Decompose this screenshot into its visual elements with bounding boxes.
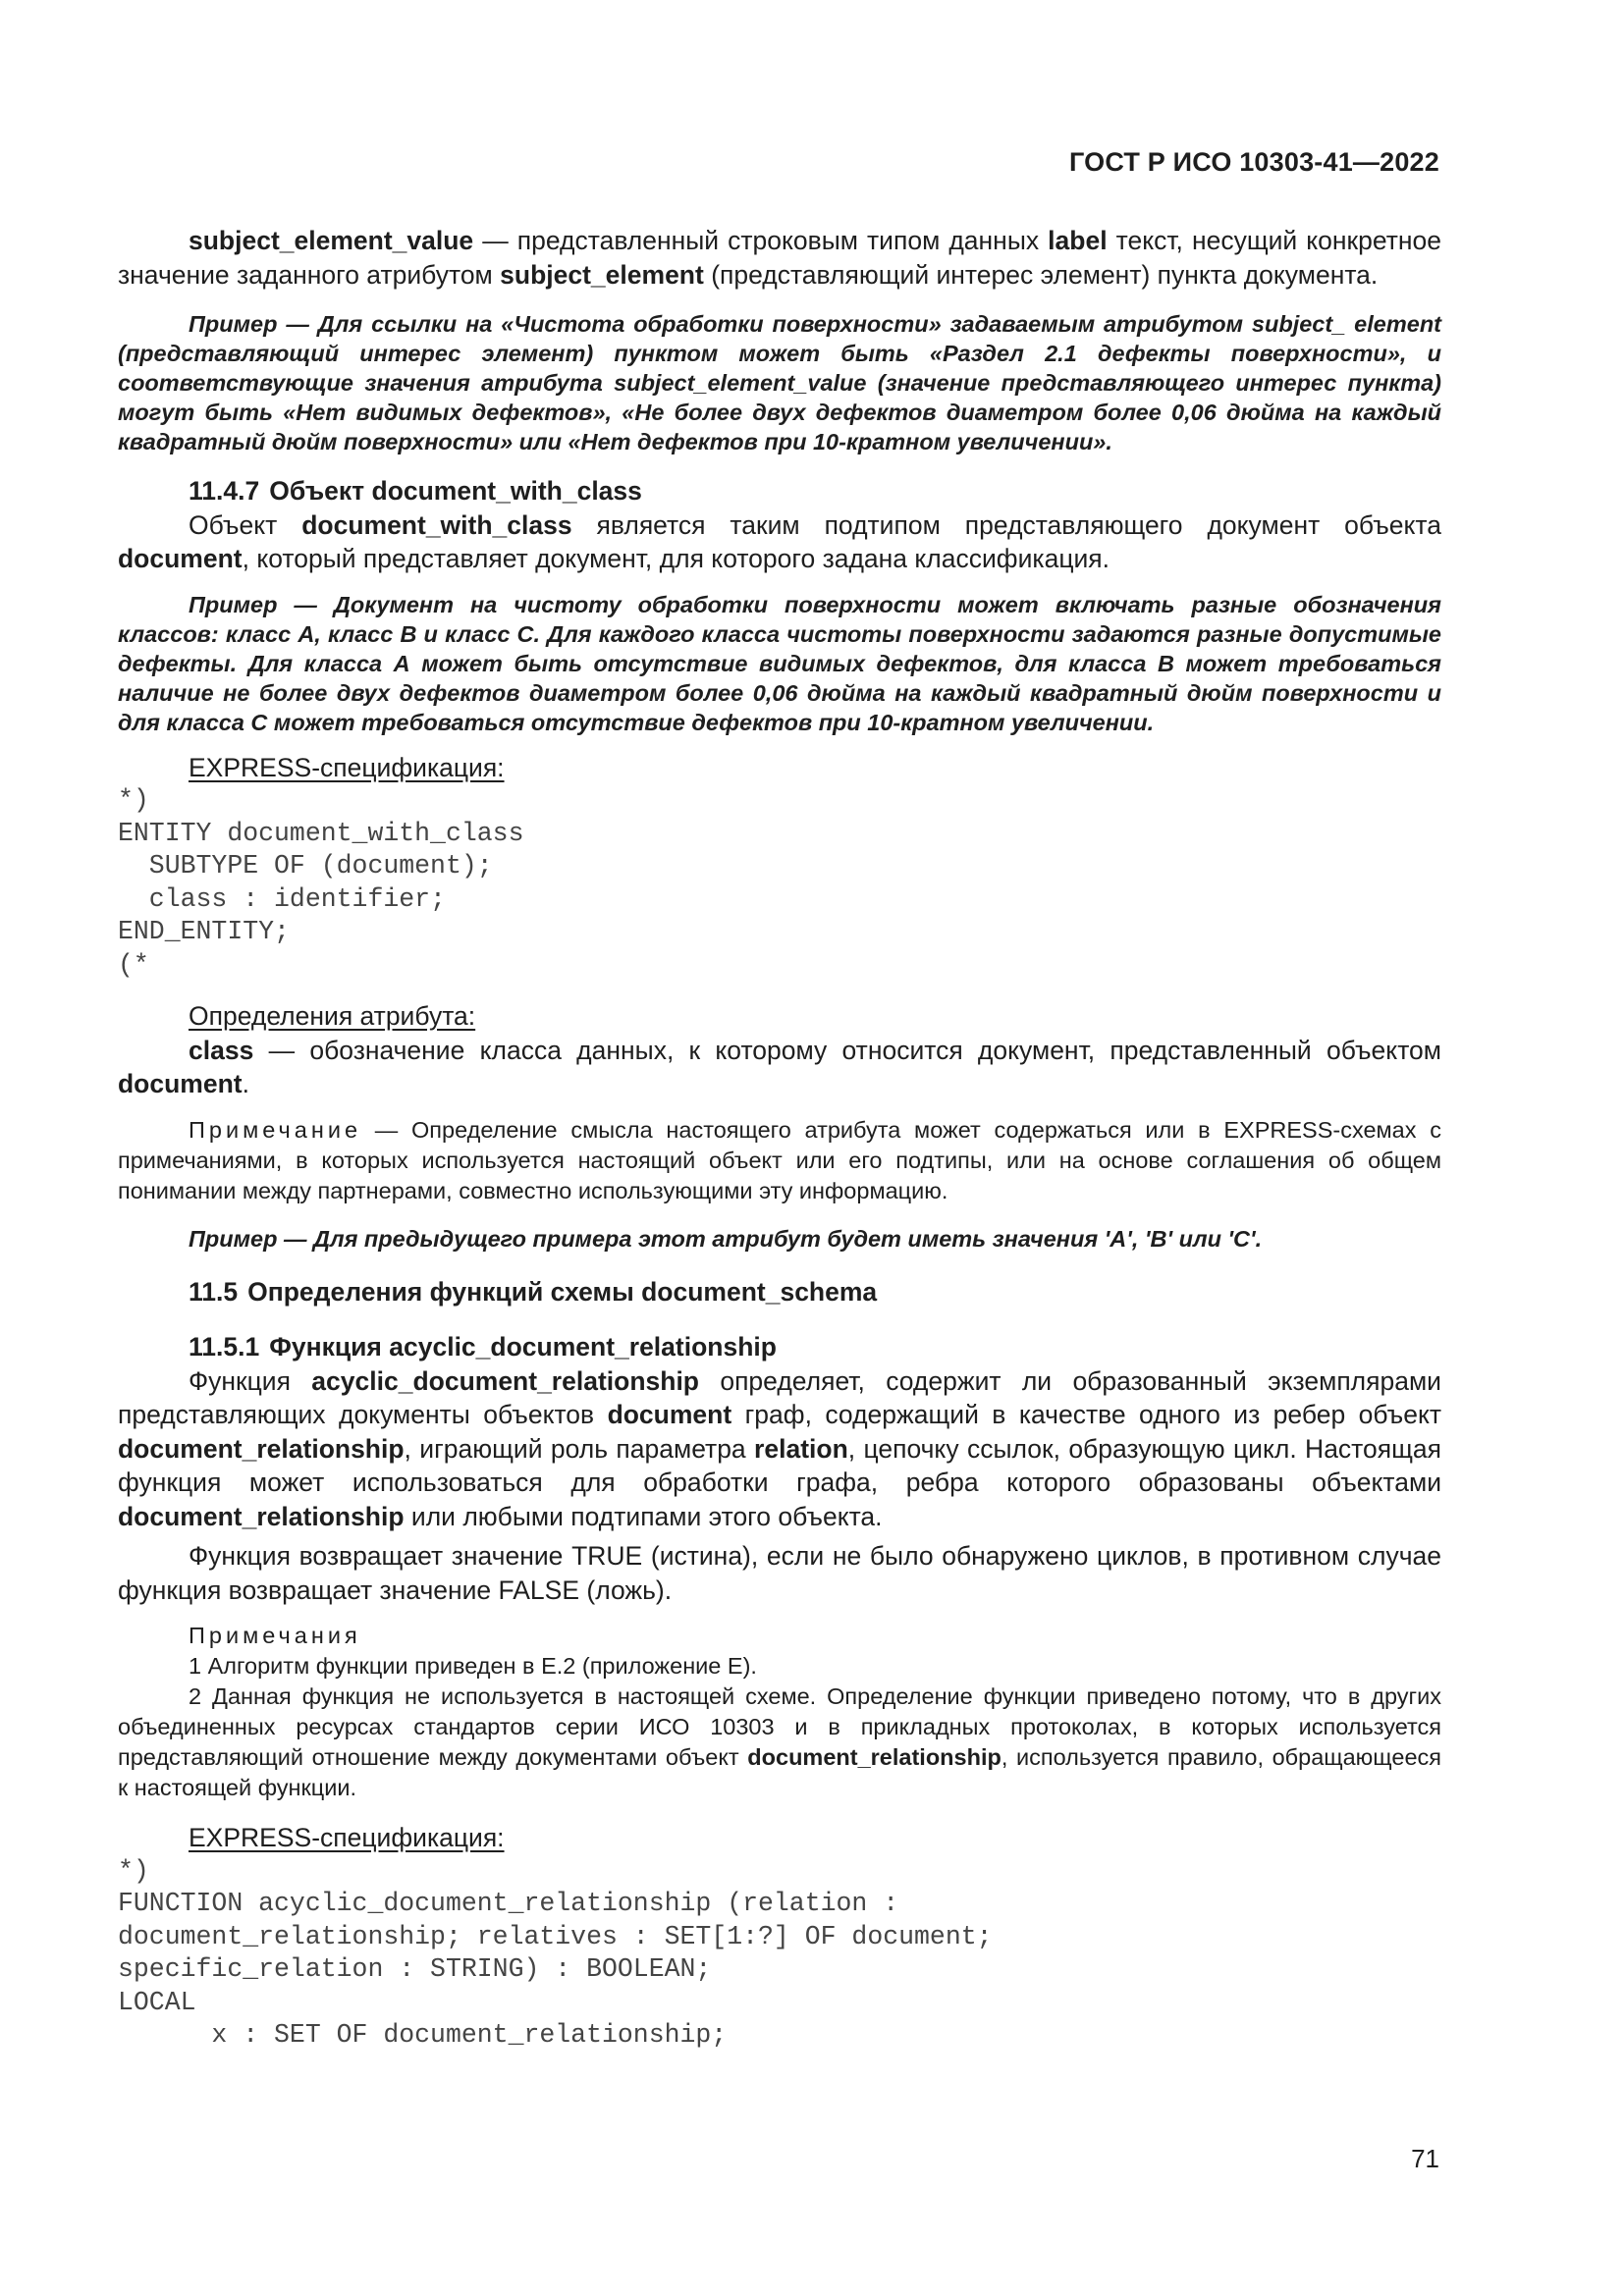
term-class: class xyxy=(189,1035,254,1065)
section-heading-11-4-7: 11.4.7 Объект document_with_class xyxy=(189,476,642,506)
standard-id-header: ГОСТ Р ИСО 10303-41—2022 xyxy=(1069,147,1439,177)
page-number: 71 xyxy=(1411,2144,1439,2173)
example-surface-finish-reference: Пример — Для ссылки на «Чистота обработки поверхности» задаваемым атрибутом subject_ element (представляющий интерес элемент) пунктом может быть «Раздел 2.1 дефекты поверхности», и соответствующие значения атрибута subject_element_value (значение представляющего интерес пункта) могут быть «Нет видимых дефектов», «Не более двух дефектов диаметром более 0,06 дюйма на каждый квадратный дюйм поверхности» или «Нет дефектов при 10-кратном увеличении». xyxy=(118,311,1441,454)
express-code-function: *) FUNCTION acyclic_document_relationship (relation : document_relationship; relatives : SET[1:?] OF document; specific_relation : STRING) : BOOLEAN; LOCAL x : SET OF document_relationship; xyxy=(118,1855,993,2050)
paragraph-document-with-class: Объект document_with_class является таким подтипом представляющего документ объекта document, который представляет документ, для которого задана классификация. xyxy=(118,509,1441,573)
note-item-2: 2 Данная функция не используется в настоящей схеме. Определение функции приведено потому, что в других объединенных ресурсах стандартов серии ИСО 10303 и в прикладных протоколах, в которых используется представляющий отношение между документами объект document_relationship, используется правило, обращающееся к настоящей функции. xyxy=(118,1683,1441,1800)
section-heading-11-5-1: 11.5.1 Функция acyclic_document_relationship xyxy=(189,1332,777,1362)
express-code-entity: *) ENTITY document_with_class SUBTYPE OF (document); class : identifier; END_ENTITY; (* xyxy=(118,785,524,980)
express-spec-label-2: EXPRESS-спецификация: xyxy=(189,1823,505,1852)
note-attribute-meaning: Примечание — Определение смысла настоящего атрибута может содержаться или в EXPRESS-схемах с примечаниями, в которых используется настоящий объект или его подтипы, или на основе соглашения об общем понимании между партнерами, совместно использующими эту информацию. xyxy=(118,1116,1441,1203)
paragraph-class-attribute: class — обозначение класса данных, к которому относится документ, представленный объектом document. xyxy=(118,1035,1441,1098)
paragraph-acyclic-function: Функция acyclic_document_relationship определяет, содержит ли образованный экземплярами представляющих документы объектов document граф, содержащий в качестве одного из ребер объект document_relationship, играющий роль параметра relation, цепочку ссылок, образующую цикл. Настоящая функция может использоваться для обработки графа, ребра которого образованы объектами document_relationship или любыми подтипами этого объекта. xyxy=(118,1365,1442,1531)
example-surface-classes: Пример — Документ на чистоту обработки поверхности может включать разные обозначения классов: класс А, класс В и класс С. Для каждого класса чистоты поверхности задаются разные допустимые дефекты. Для класса А может быть отсутствие видимых дефектов, для класса В может требоваться наличие не более двух дефектов диаметром более 0,06 дюйма на каждый квадратный дюйм поверхности и для класса С может требоваться отсутствие дефектов при 10-кратном увеличении. xyxy=(118,591,1441,735)
section-heading-11-5: 11.5 Определения функций схемы document_schema xyxy=(189,1276,878,1307)
term-subject-element-value: subject_element_value xyxy=(189,226,474,255)
express-spec-label-1: EXPRESS-спецификация: xyxy=(189,752,505,782)
paragraph-subject-element-value: subject_element_value — представленный строковым типом данных label текст, несущий конкретное значение заданного атрибутом subject_element (представляющий интерес элемент) пункта документа. xyxy=(118,226,1441,290)
note-item-1: 1 Алгоритм функции приведен в Е.2 (приложение Е). xyxy=(189,1653,757,1679)
page-content xyxy=(118,224,1441,2053)
notes-heading: Примечания xyxy=(189,1623,361,1648)
paragraph-return-value: Функция возвращает значение TRUE (истина), если не было обнаружено циклов, в противном случае функция возвращает значение FALSE (ложь). xyxy=(118,1541,1441,1605)
example-attribute-values: Пример — Для предыдущего примера этот атрибут будет иметь значения 'A', 'B' или 'C'. xyxy=(189,1225,1263,1252)
attribute-definitions-label: Определения атрибута: xyxy=(189,1001,476,1031)
